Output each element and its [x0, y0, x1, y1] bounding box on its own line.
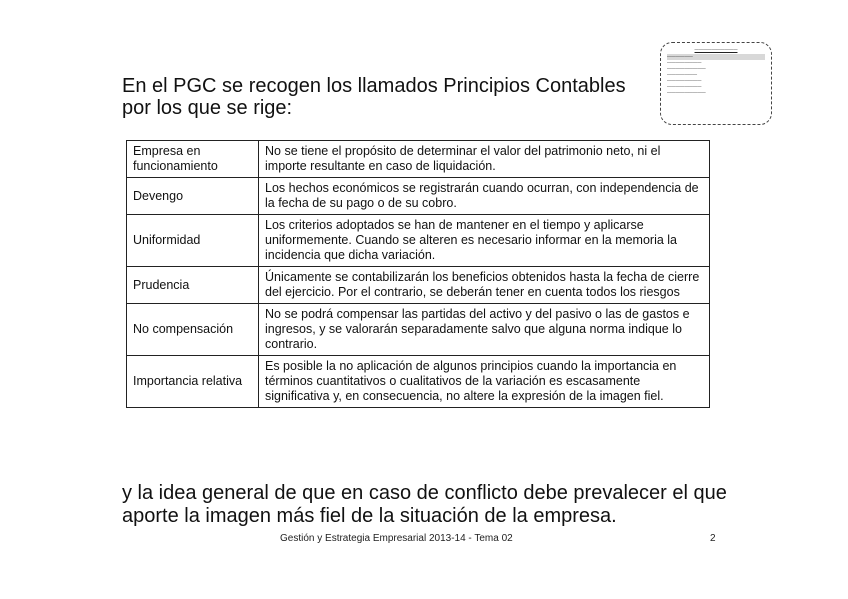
thumbnail-item-placeholder: ————————: [667, 78, 702, 83]
footer-text: Gestión y Estrategia Empresarial 2013-14 - Tema 02: [280, 533, 513, 544]
principle-description: Los criterios adoptados se han de mantener en el tiempo y aplicarse uniformemente. Cuando se alteren es necesario informar en la memoria la incidencia que dicha variación.: [259, 215, 710, 267]
table-row: [127, 178, 710, 215]
table-row: [127, 304, 710, 356]
principle-name: Empresa en funcionamiento: [127, 141, 259, 178]
table-row: [127, 141, 710, 178]
principle-name: Importancia relativa: [127, 356, 259, 408]
table-row: [127, 267, 710, 304]
slide-title: [122, 75, 642, 119]
thumbnail-item-placeholder: ————————: [667, 60, 702, 65]
thumbnail-item-placeholder: —————————: [667, 90, 706, 95]
principle-description: Los hechos económicos se registrarán cuando ocurran, con independencia de la fecha de su pago o de su cobro.: [259, 178, 710, 215]
navigation-thumbnail[interactable]: [660, 42, 772, 125]
principle-name: Prudencia: [127, 267, 259, 304]
principle-name: No compensación: [127, 304, 259, 356]
table-row: [127, 356, 710, 408]
principle-name: Devengo: [127, 178, 259, 215]
principle-description: Es posible la no aplicación de algunos principios cuando la importancia en términos cuantitativos o cualitativos de la variación es escasamente significativa y, en consecuencia, no altere la expresión de la imagen fiel.: [259, 356, 710, 408]
conclusion-line-2: aporte la imagen más fiel de la situación de la empresa.: [122, 505, 617, 527]
principle-name: Uniformidad: [127, 215, 259, 267]
thumbnail-item-placeholder: ———————: [667, 72, 698, 77]
thumbnail-item-placeholder: ————————: [667, 84, 702, 89]
thumbnail-item-placeholder: ——————: [667, 54, 765, 60]
principle-description: No se tiene el propósito de determinar el valor del patrimonio neto, ni el importe resultante en caso de liquidación.: [259, 141, 710, 178]
conclusion-text: [122, 482, 762, 528]
page-number: 2: [710, 533, 716, 544]
slide-title-line-1: En el PGC se recogen los llamados Principios Contables: [122, 75, 626, 97]
principle-description: Únicamente se contabilizarán los beneficios obtenidos hasta la fecha de cierre del ejercicio. Por el contrario, se deberán tener en cuenta todos los riesgos: [259, 267, 710, 304]
principle-description: No se podrá compensar las partidas del activo y del pasivo o las de gastos e ingresos, y se valorarán separadamente salvo que alguna norma indique lo contrario.: [259, 304, 710, 356]
slide-title-line-2: por los que se rige:: [122, 97, 293, 119]
principles-table: [126, 140, 710, 408]
table-row: [127, 215, 710, 267]
thumbnail-item-placeholder: —————————: [667, 66, 706, 71]
conclusion-line-1: y la idea general de que en caso de conflicto debe prevalecer el que: [122, 482, 727, 504]
thumbnail-heading-placeholder: ——————————: [694, 47, 738, 52]
